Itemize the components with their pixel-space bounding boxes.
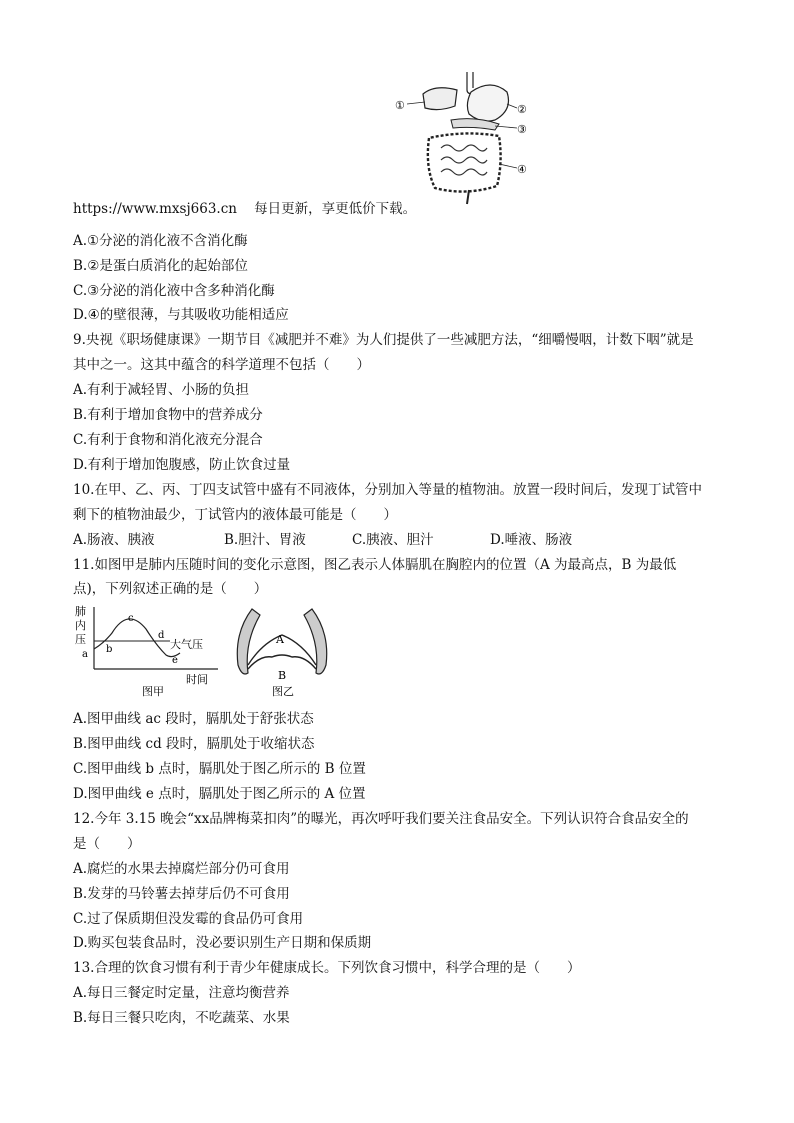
q8-option-c: C.③分泌的消化液中含多种消化酶 xyxy=(73,283,275,299)
label-1: ① xyxy=(395,99,405,112)
q9-option-c: C.有利于食物和消化液充分混合 xyxy=(73,432,263,448)
q11-option-d: D.图甲曲线 e 点时，膈肌处于图乙所示的 A 位置 xyxy=(73,786,366,802)
q9-option-a: A.有利于减轻胃、小肠的负担 xyxy=(73,382,250,398)
ylabel-char-1: 肺 xyxy=(75,605,86,618)
q8-option-a: A.①分泌的消化液不含消化酶 xyxy=(73,233,248,249)
q10-stem-line2: 剩下的植物油最少，丁试管内的液体最可能是（ ） xyxy=(73,507,397,523)
ylabel-char-2: 内 xyxy=(75,619,86,632)
label-2: ② xyxy=(517,103,527,116)
q8-option-b: B.②是蛋白质消化的起始部位 xyxy=(73,258,248,274)
stomach-shape xyxy=(467,85,508,121)
q9-stem-line2: 其中之一。这其中蕴含的科学道理不包括（ ） xyxy=(73,357,370,373)
q10-option-c: C.胰液、胆汁 xyxy=(352,532,434,548)
q13-stem-line1: 13.合理的饮食习惯有利于青少年健康成长。下列饮食习惯中，科学合理的是（ ） xyxy=(73,960,581,976)
label-a: A xyxy=(276,633,284,646)
liver-shape xyxy=(423,88,457,110)
q10-stem-line1: 10.在甲、乙、丙、丁四支试管中盛有不同液体，分别加入等量的植物油。放置一段时间后，发现丁试管中 xyxy=(73,482,702,498)
lung-pressure-graph xyxy=(72,603,222,701)
q12-option-a: A.腐烂的水果去掉腐烂部分仍可食用 xyxy=(73,861,290,877)
q12-stem-line1: 12.今年 3.15 晚会“xx品牌梅菜扣肉”的曝光，再次呼吁我们要关注食品安全。下列认识符合食品安全的 xyxy=(73,811,689,827)
q11-option-b: B.图甲曲线 cd 段时，膈肌处于收缩状态 xyxy=(73,736,315,752)
point-a: a xyxy=(82,649,88,660)
point-c: c xyxy=(128,613,134,624)
caption-b: 图乙 xyxy=(272,685,294,698)
diaphragm-figure xyxy=(232,603,332,701)
q9-option-d: D.有利于增加饱腹感，防止饮食过量 xyxy=(73,457,291,473)
q13-option-a: A.每日三餐定时定量，注意均衡营养 xyxy=(73,985,290,1001)
q9-stem-line1: 9.央视《职场健康课》一期节目《减肥并不难》为人们提供了一些减肥方法，“细嚼慢咽，计数下咽”就是 xyxy=(73,332,694,348)
point-e: e xyxy=(172,655,178,666)
point-d: d xyxy=(158,630,165,641)
ref-line-label: 大气压 xyxy=(170,638,203,651)
q12-option-c: C.过了保质期但没发霉的食品仍可食用 xyxy=(73,911,304,927)
q10-option-d: D.唾液、肠液 xyxy=(490,532,573,548)
q11-option-c: C.图甲曲线 b 点时，膈肌处于图乙所示的 B 位置 xyxy=(73,761,366,777)
q9-option-b: B.有利于增加食物中的营养成分 xyxy=(73,407,263,423)
watermark-note: 每日更新，享更低价下载。 xyxy=(254,201,417,217)
watermark-url: https://www.mxsj663.cn xyxy=(73,201,237,217)
ylabel-char-3: 压 xyxy=(75,633,86,646)
q12-option-b: B.发芽的马铃薯去掉芽后仍不可食用 xyxy=(73,886,290,902)
label-3: ③ xyxy=(517,123,527,136)
q8-option-d: D.④的壁很薄，与其吸收功能相适应 xyxy=(73,307,289,323)
q12-option-d: D.购买包装食品时，没必要识别生产日期和保质期 xyxy=(73,935,372,951)
xlabel: 时间 xyxy=(186,673,208,686)
watermark-line xyxy=(73,200,416,218)
q10-option-b: B.胆汁、胃液 xyxy=(224,532,306,548)
digestive-system-figure xyxy=(395,68,535,208)
label-4: ④ xyxy=(517,163,527,176)
q12-stem-line2: 是（ ） xyxy=(73,836,141,852)
q10-option-a: A.肠液、胰液 xyxy=(73,532,155,548)
q13-option-b: B.每日三餐只吃肉，不吃蔬菜、水果 xyxy=(73,1010,290,1026)
label-b: B xyxy=(278,669,287,682)
q11-option-a: A.图甲曲线 ac 段时，膈肌处于舒张状态 xyxy=(73,711,314,727)
q11-stem-line2: 点)，下列叙述正确的是（ ） xyxy=(73,581,268,597)
caption-a: 图甲 xyxy=(142,685,164,698)
point-b: b xyxy=(106,644,113,655)
q11-stem-line1: 11.如图甲是肺内压随时间的变化示意图，图乙表示人体膈肌在胸腔内的位置（A 为最高点，B 为最低 xyxy=(73,557,677,573)
